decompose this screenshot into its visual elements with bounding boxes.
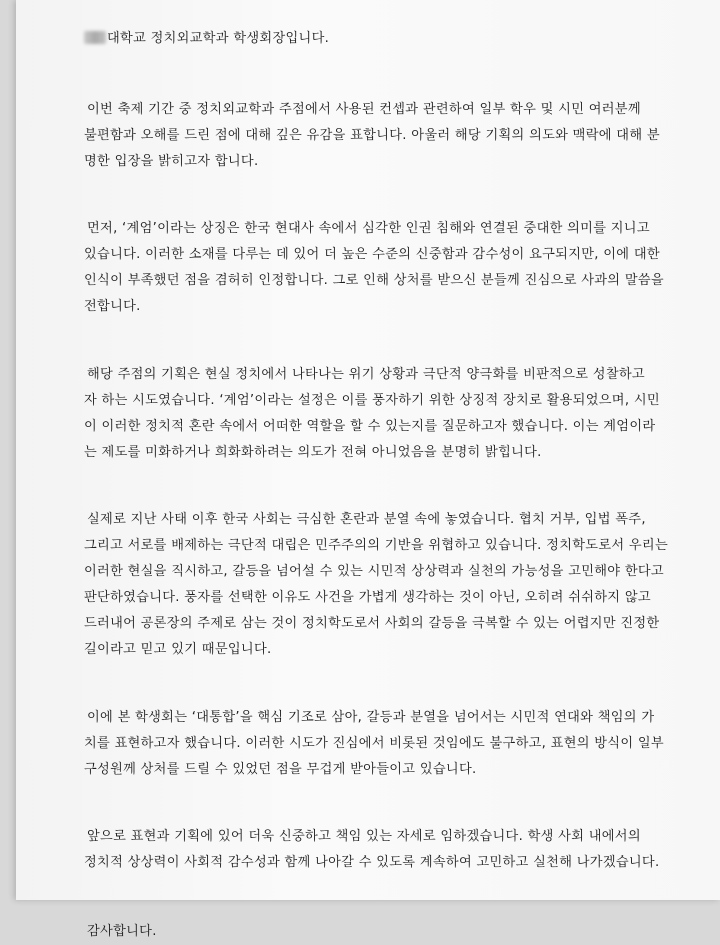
paragraph-3-line-4: 는 제도를 미화하거나 희화화하려는 의도가 전혀 아니었음을 분명히 밝힙니다. — [84, 445, 542, 460]
paragraph-1-line-3: 명한 입장을 밝히고자 합니다. — [84, 154, 259, 169]
paragraph-5-line-3: 구성원께 상처를 드릴 수 있었던 점을 무겁게 받아들이고 있습니다. — [84, 762, 477, 777]
paragraph-4-line-2: 그리고 서로를 배제하는 극단적 대립은 민주주의의 기반을 위협하고 있습니다. 정치학도로서 우리는 — [84, 538, 669, 553]
paragraph-2-line-2: 있습니다. 이러한 소재를 다루는 데 있어 더 높은 수준의 신중함과 감수성이 요구되지만, 이에 대한 — [84, 247, 660, 262]
paragraph-2-line-3: 인식이 부족했던 점을 겸허히 인정합니다. 그로 인해 상처를 받으신 분들께 진심으로 사과의 말씀을 — [84, 273, 664, 288]
paragraph-2-line-4: 전합니다. — [84, 299, 141, 314]
paragraph-4-line-5: 드러내어 공론장의 주제로 삼는 것이 정치학도로서 사회의 갈등을 극복할 수 있는 어렵지만 진정한 — [84, 616, 660, 631]
paragraph-5-line-2: 치를 표현하고자 했습니다. 이러한 시도가 진심에서 비롯된 것임에도 불구하고, 표현의 방식이 일부 — [84, 736, 664, 751]
paragraph-4 — [84, 507, 684, 663]
paragraph-3 — [84, 362, 684, 466]
paragraph-6 — [84, 824, 684, 876]
document-body — [84, 26, 684, 945]
redacted-university-name — [84, 31, 106, 44]
paragraph-3-line-3: 이 이러한 정치적 혼란 속에서 어떠한 역할을 할 수 있는지를 질문하고자 했습니다. 이는 계엄이라 — [84, 419, 656, 434]
paragraph-1-line-2: 불편함과 오해를 드린 점에 대해 깊은 유감을 표합니다. 아울러 해당 기획의 의도와 맥락에 대해 분 — [84, 128, 660, 143]
paragraph-3-line-2: 자 하는 시도였습니다. ‘계엄’이라는 설정은 이를 풍자하기 위한 상징적 장치로 활용되었으며, 시민 — [84, 393, 660, 408]
paragraph-2-line-1: 먼저, ‘계엄’이라는 상징은 한국 현대사 속에서 심각한 인권 침해와 연결된 중대한 의미를 지니고 — [87, 221, 650, 236]
paragraph-3-line-1: 해당 주점의 기획은 현실 정치에서 나타나는 위기 상황과 극단적 양극화를 비판적으로 성찰하고 — [87, 367, 645, 382]
paragraph-4-line-6: 길이라고 믿고 있기 때문입니다. — [84, 642, 272, 657]
paragraph-4-line-3: 이러한 현실을 직시하고, 갈등을 넘어설 수 있는 시민적 상상력과 실천의 가능성을 고민해야 한다고 — [84, 564, 664, 579]
opening-line-text: 대학교 정치외교학과 학생회장입니다. — [107, 31, 330, 46]
paragraph-2 — [84, 216, 684, 320]
paragraph-1 — [84, 97, 684, 175]
paragraph-7 — [84, 919, 684, 945]
paragraph-6-line-2: 정치적 상상력이 사회적 감수성과 함께 나아갈 수 있도록 계속하여 고민하고 실천해 나가겠습니다. — [84, 855, 660, 870]
closing-thanks: 감사합니다. — [87, 924, 157, 939]
paragraph-5-line-1: 이에 본 학생회는 ‘대통합’을 핵심 기조로 삼아, 갈등과 분열을 넘어서는 시민적 연대와 책임의 가 — [87, 710, 655, 725]
paragraph-6-line-1: 앞으로 표현과 기획에 있어 더욱 신중하고 책임 있는 자세로 임하겠습니다. 학생 사회 내에서의 — [87, 829, 641, 844]
paragraph-4-line-1: 실제로 지난 사태 이후 한국 사회는 극심한 혼란과 분열 속에 놓였습니다. 협치 거부, 입법 폭주, — [87, 512, 646, 527]
paragraph-1-line-1: 이번 축제 기간 중 정치외교학과 주점에서 사용된 컨셉과 관련하여 일부 학우 및 시민 여러분께 — [87, 102, 641, 117]
opening-line — [84, 26, 684, 52]
document-page — [16, 0, 720, 939]
paragraph-5 — [84, 705, 684, 783]
paragraph-4-line-4: 판단하였습니다. 풍자를 선택한 이유도 사건을 가볍게 생각하는 것이 아닌, 오히려 쉬쉬하지 않고 — [84, 590, 651, 605]
